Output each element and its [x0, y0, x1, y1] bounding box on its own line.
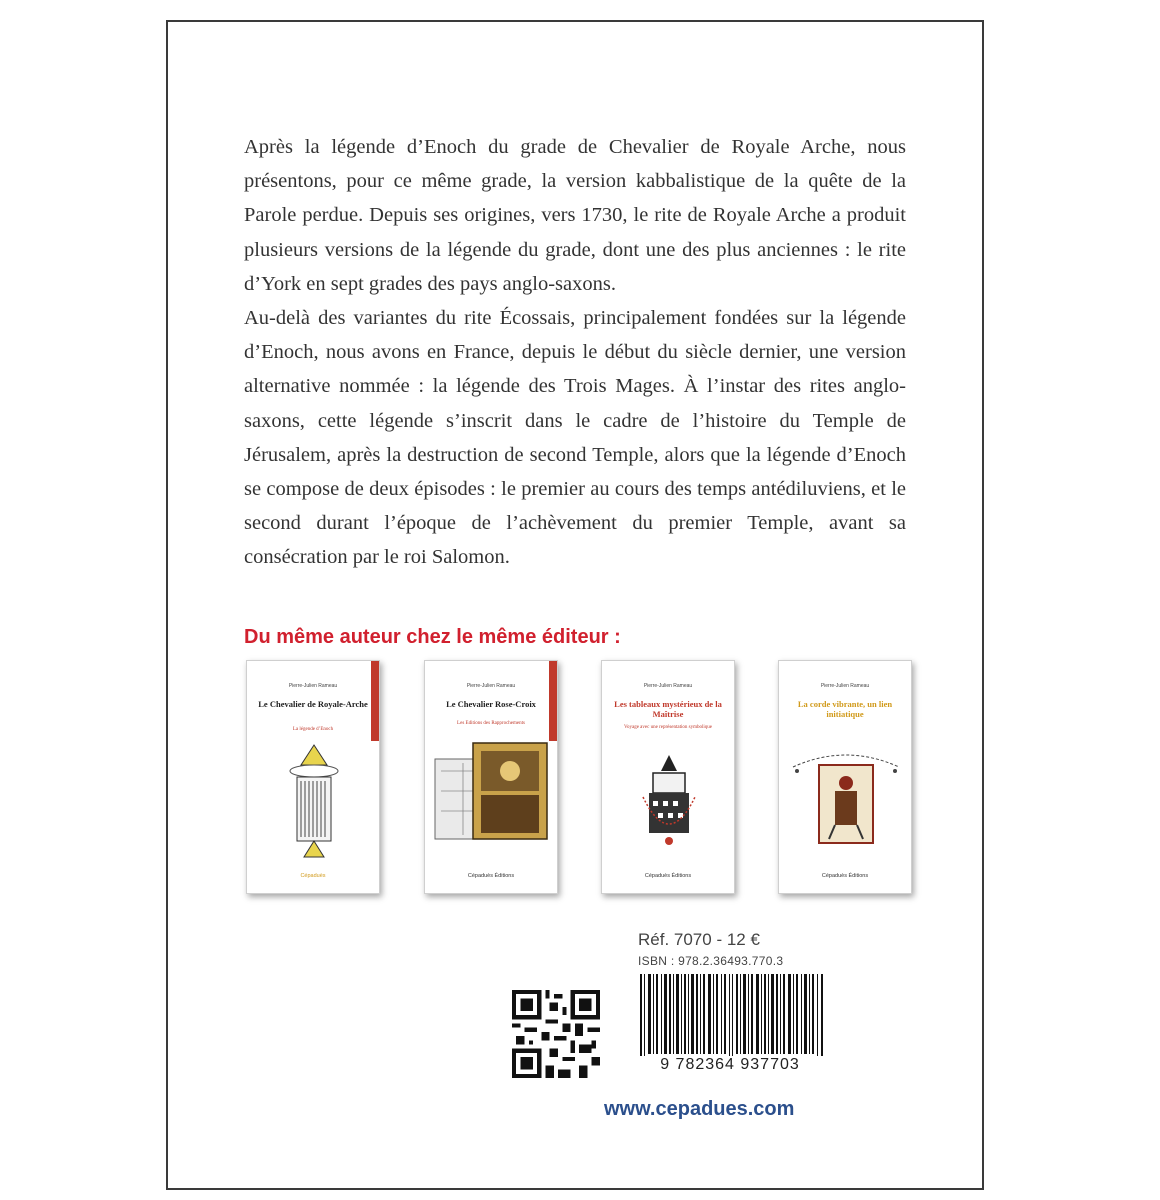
website-link[interactable]: www.cepadues.com	[604, 1098, 795, 1120]
barcode-icon	[638, 974, 828, 1064]
book-author: Pierre-Julien Rameau	[643, 683, 693, 689]
arch-illustration-icon	[279, 741, 349, 861]
book-publisher: Cépaduès	[300, 873, 326, 879]
reference-price: Réf. 7070 - 12 €	[638, 930, 760, 949]
qr-code-icon[interactable]	[512, 990, 600, 1078]
book-title: Les tableaux mystérieux de la Maîtrise	[614, 699, 722, 719]
book-publisher: Cépaduès Éditions	[821, 873, 869, 879]
book-subtitle: La légende d’Enoch	[292, 727, 334, 732]
book-list	[246, 660, 912, 898]
blurb-text	[244, 130, 906, 575]
book-cover-3[interactable]	[601, 660, 735, 894]
same-author-heading: Du même auteur chez le même éditeur :	[244, 626, 621, 648]
back-cover	[166, 20, 984, 1190]
book-publisher: Cépaduès Éditions	[644, 873, 692, 879]
book-title: La corde vibrante, un lien initiatique	[797, 699, 893, 719]
engraving-illustration-icon	[433, 741, 551, 841]
lodge-tableau-icon	[639, 751, 699, 851]
blurb-paragraph-2: Au-delà des variantes du rite Écossais, principalement fondées sur la légende d’Enoch, nous avons en France, depuis le début du siècle dernier, une version alternative nommée : la légende des Trois Mages. À l’instar des rites anglo-saxons, cette légende s’inscrit dans le cadre de l’histoire du Temple de Jérusalem, après la destruction de second Temple, alors que la légende d’Enoch se compose de deux épisodes : le premier au cours des temps antédiluviens, et le second durant l’époque de l’achèvement du premier Temple, avant sa consécration par le roi Salomon.	[244, 307, 906, 569]
blurb-paragraph-1: Après la légende d’Enoch du grade de Chevalier de Royale Arche, nous présentons, pour ce même grade, la version kabbalistique de la quête de la Parole perdue. Depuis ses origines, vers 1730, le rite de Royale Arche a produit plusieurs versions de la légende du grade, dont une des plus anciennes : le rite d’York en sept grades des pays anglo-saxons.	[244, 136, 906, 295]
isbn-text: ISBN : 978.2.36493.770.3	[638, 954, 784, 968]
book-title: Le Chevalier de Royale-Arche	[258, 699, 368, 709]
cord-portrait-icon	[789, 747, 903, 847]
book-subtitle: Les Editions des Rapprochements	[457, 721, 525, 726]
ribbon-icon	[549, 661, 557, 741]
book-author: Pierre-Julien Rameau	[466, 683, 516, 689]
barcode-number: 9 782364 937703	[630, 1056, 830, 1074]
book-cover-1[interactable]	[246, 660, 380, 894]
book-author: Pierre-Julien Rameau	[820, 683, 870, 689]
book-cover-4[interactable]	[778, 660, 912, 894]
book-author: Pierre-Julien Rameau	[288, 683, 338, 689]
book-subtitle: Voyage avec une représentation symbolique	[624, 725, 712, 730]
book-cover-2[interactable]	[424, 660, 558, 894]
book-publisher: Cépaduès Éditions	[467, 873, 515, 879]
book-title: Le Chevalier Rose-Croix	[446, 699, 536, 709]
